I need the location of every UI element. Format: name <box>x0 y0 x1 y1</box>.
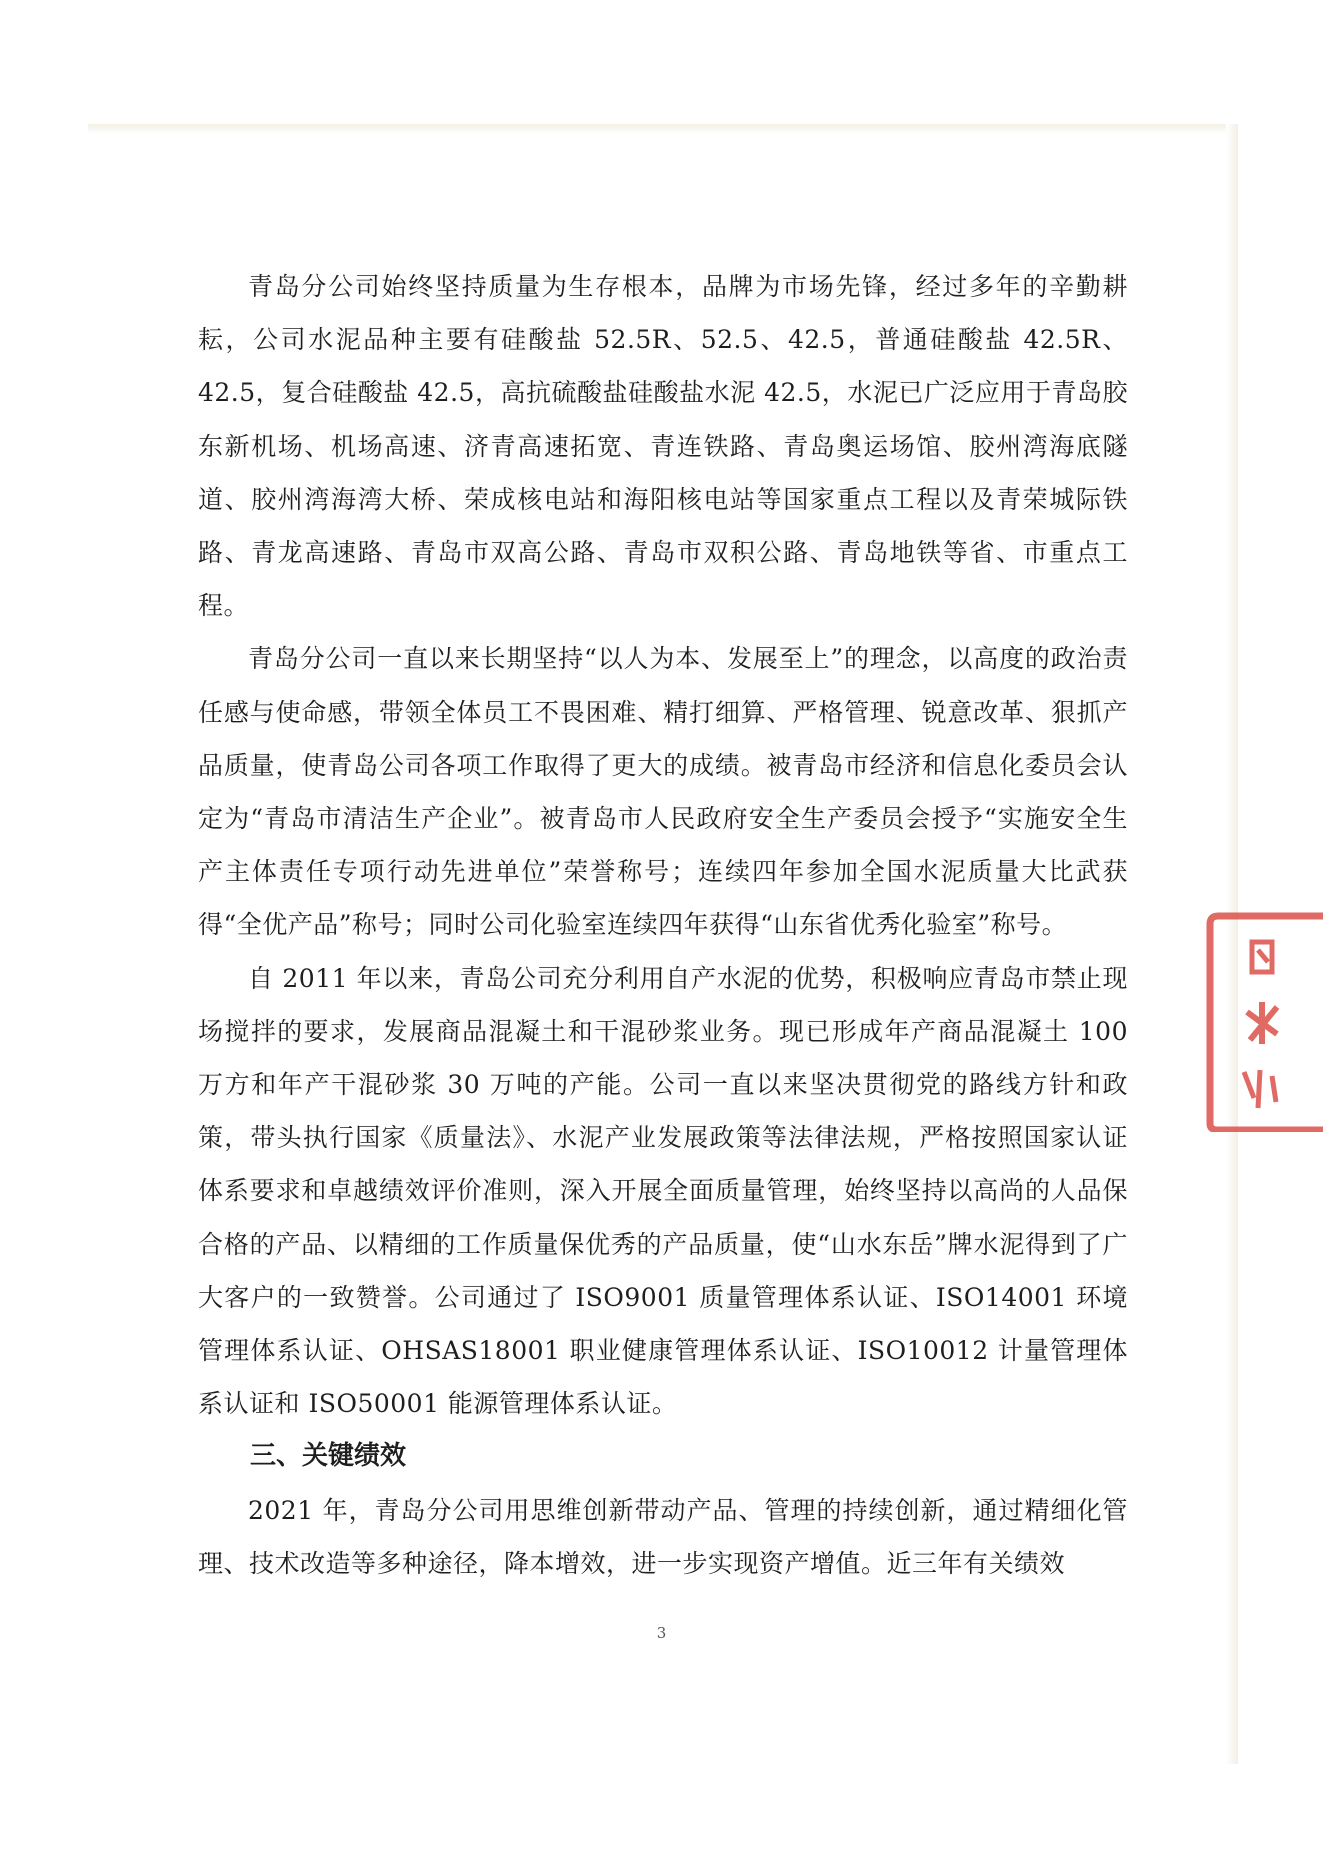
paragraph-business: 自 2011 年以来，青岛公司充分利用自产水泥的优势，积极响应青岛市禁止现场搅拌的要求，发展商品混凝土和干混砂浆业务。现已形成年产商品混凝土 100 万方和年产干混砂浆 30 万吨的产能。公司一直以来坚决贯彻党的路线方针和政策，带头执行国家《质量法》、水泥产业发展政策等法律法规，严格按照国家认证体系要求和卓越绩效评价准则，深入开展全面质量管理，始终坚持以高尚的人品保合格的产品、以精细的工作质量保优秀的产品质量，使“山水东岳”牌水泥得到了广大客户的一致赞誉。公司通过了 ISO9001 质量管理体系认证、ISO14001 环境管理体系认证、OHSAS18001 职业健康管理体系认证、ISO10012 计量管理体系认证和 ISO50001 能源管理体系认证。 <box>198 963 1128 1419</box>
page-content <box>198 260 1128 1590</box>
page-number: 3 <box>656 1624 667 1642</box>
paragraph-performance: 2021 年，青岛分公司用思维创新带动产品、管理的持续创新，通过精细化管理、技术改造等多种途径，降本增效，进一步实现资产增值。近三年有关绩效 <box>198 1495 1128 1578</box>
paragraph-products: 青岛分公司始终坚持质量为生存根本，品牌为市场先锋，经过多年的辛勤耕耘，公司水泥品种主要有硅酸盐 52.5R、52.5、42.5，普通硅酸盐 42.5R、42.5，复合硅酸盐 42.5，高抗硫酸盐硅酸盐水泥 42.5，水泥已广泛应用于青岛胶东新机场、机场高速、济青高速拓宽、青连铁路、青岛奥运场馆、胶州湾海底隧道、胶州湾海湾大桥、荣成核电站和海阳核电站等国家重点工程以及青荣城际铁路、青龙高速路、青岛市双高公路、青岛市双积公路、青岛地铁等省、市重点工程。 <box>198 272 1128 621</box>
seal-stamp-icon <box>1192 912 1323 1132</box>
section-heading: 三、关键绩效 <box>250 1441 407 1472</box>
paragraph-honors: 青岛分公司一直以来长期坚持“以人为本、发展至上”的理念，以高度的政治责任感与使命感，带领全体员工不畏困难、精打细算、严格管理、锐意改革、狠抓产品质量，使青岛公司各项工作取得了更大的成绩。被青岛市经济和信息化委员会认定为“青岛市清洁生产企业”。被青岛市人民政府安全生产委员会授予“实施安全生产主体责任专项行动先进单位”荣誉称号；连续四年参加全国水泥质量大比武获得“全优产品”称号；同时公司化验室连续四年获得“山东省优秀化验室”称号。 <box>198 644 1128 940</box>
scan-edge-top <box>88 124 1236 134</box>
